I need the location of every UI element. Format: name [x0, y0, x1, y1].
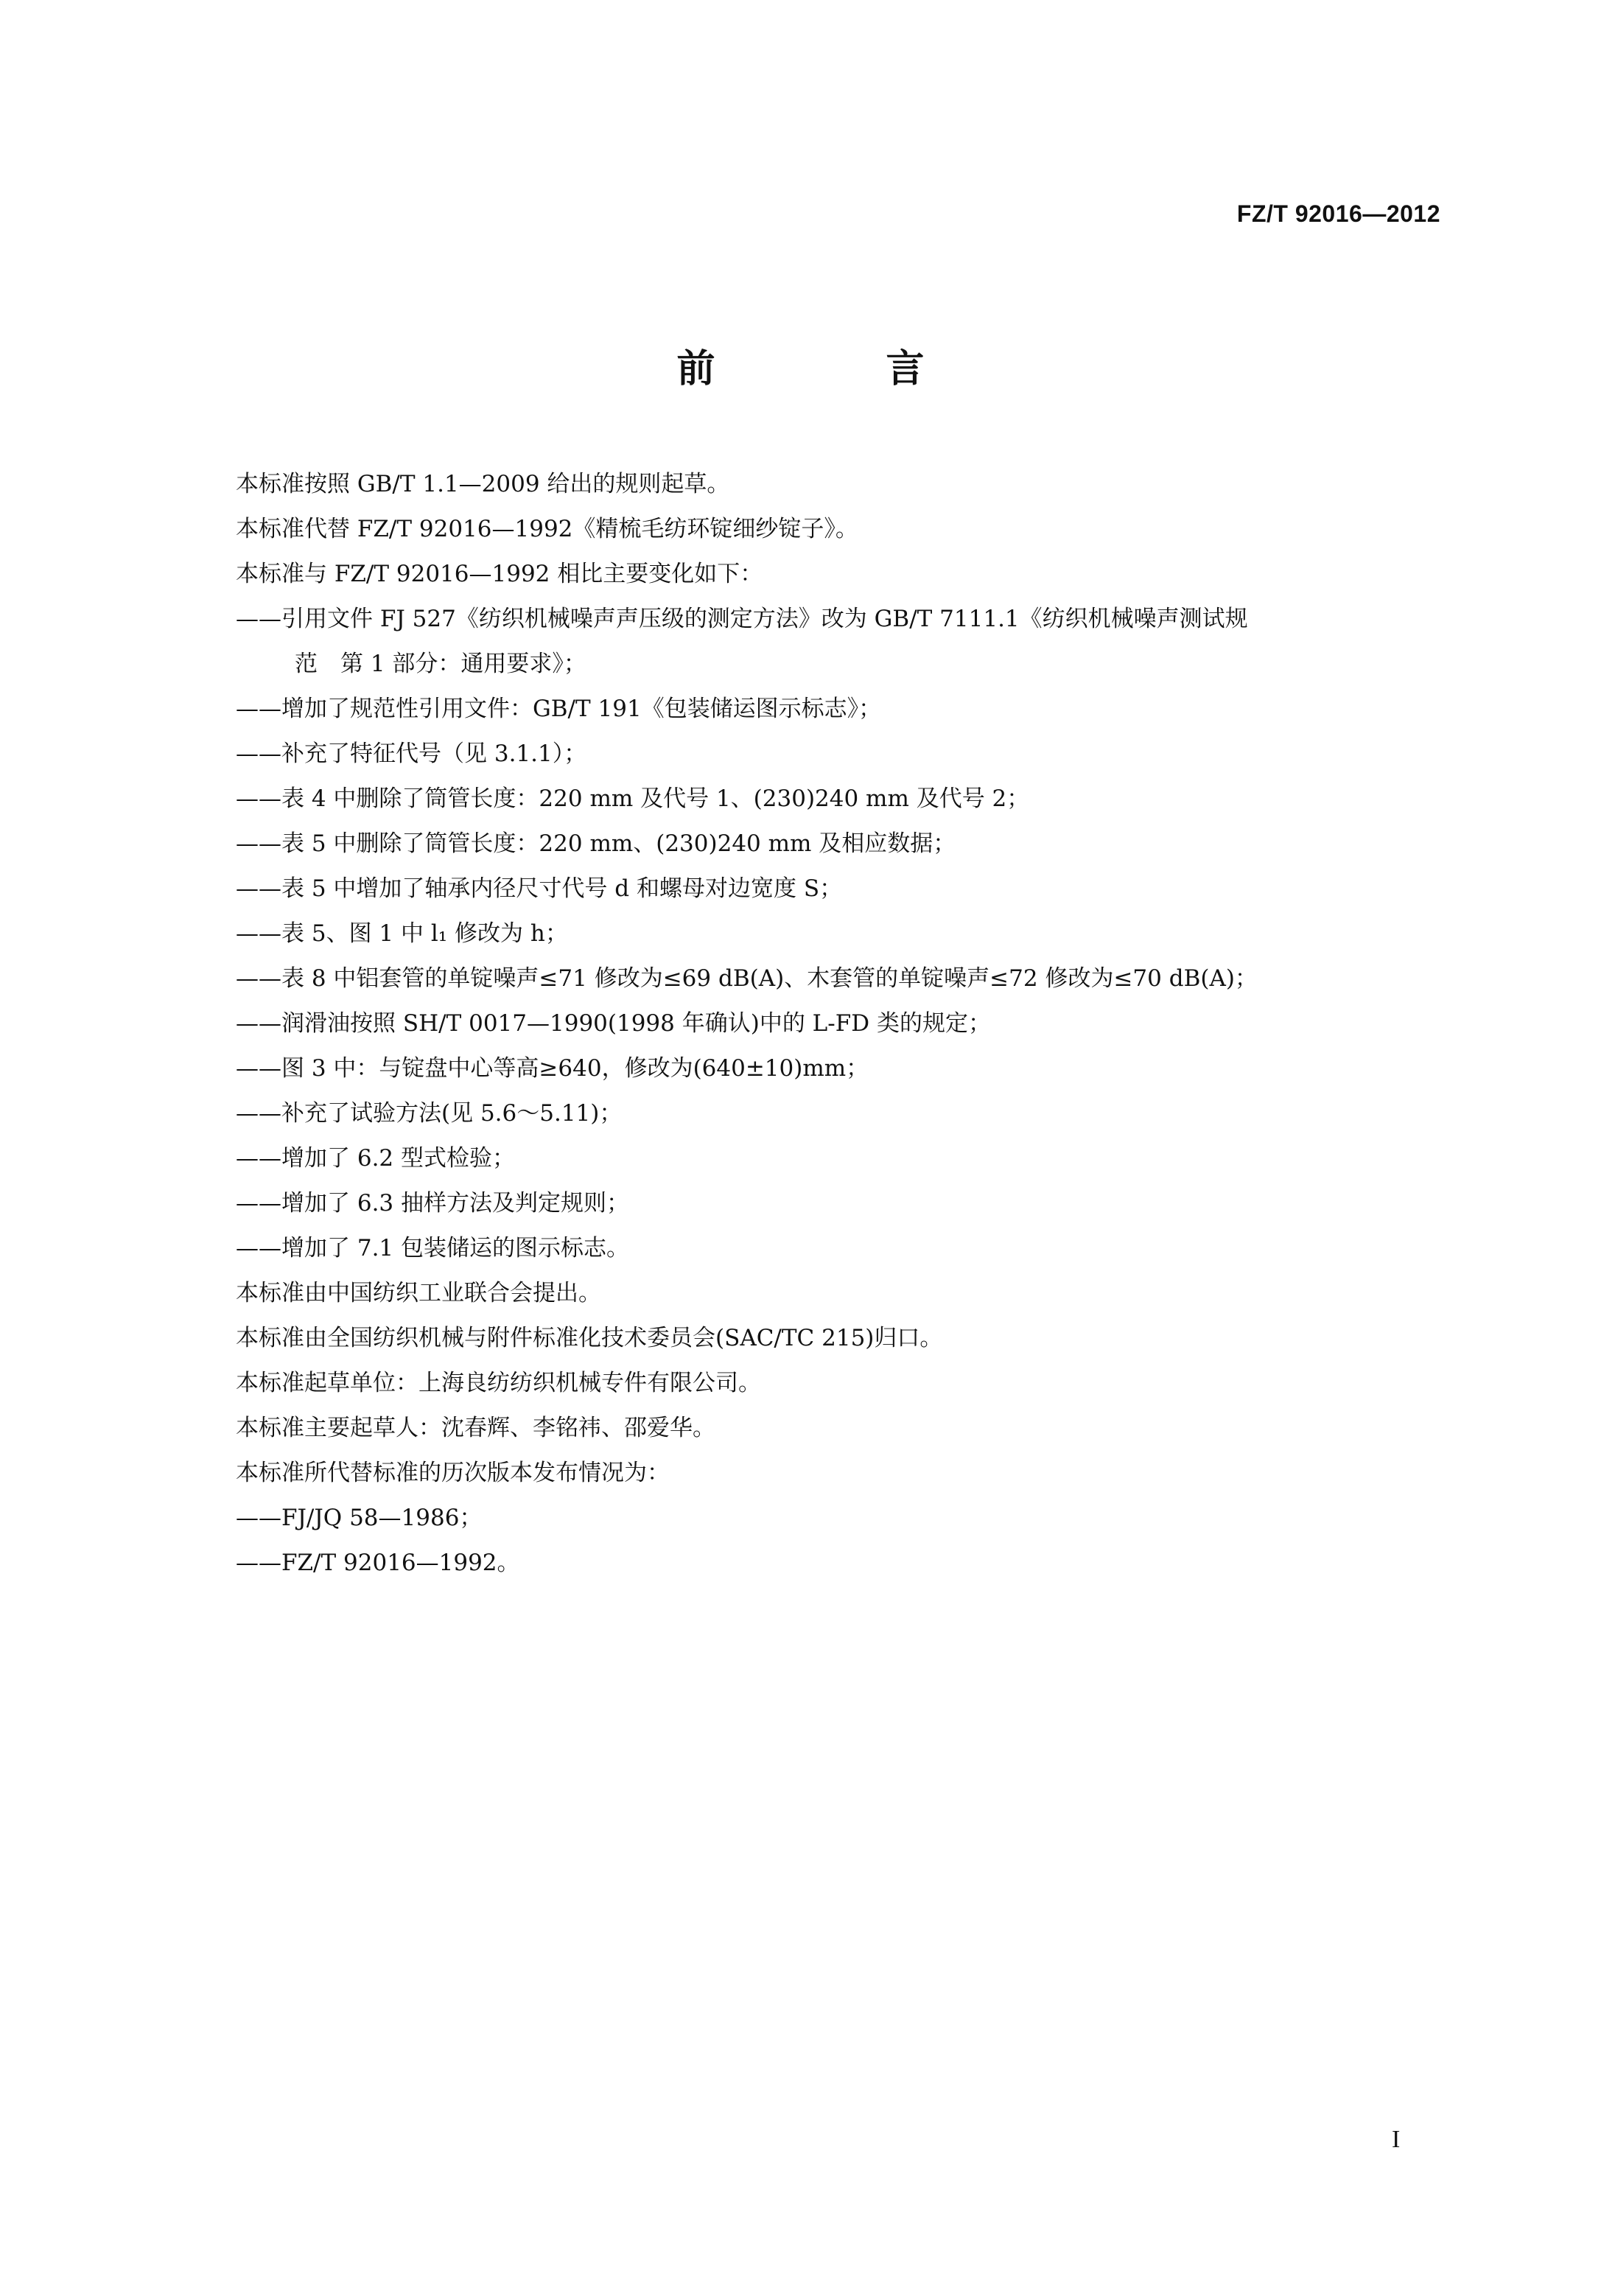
text-line: 本标准主要起草人：沈春辉、李铭祎、邵爱华。	[236, 1415, 715, 1441]
list-item: ——表 8 中铝套管的单锭噪声≤71 修改为≤69 dB(A)、木套管的单锭噪声≤72 修改为≤70 dB(A)；	[236, 965, 1258, 992]
text-line: 本标准起草单位：上海良纺纺织机械专件有限公司。	[236, 1370, 761, 1396]
list-item: ——图 3 中：与锭盘中心等高≥640，修改为(640±10)mm；	[236, 1055, 869, 1082]
list-item: ——表 5、图 1 中 l₁ 修改为 h；	[236, 920, 568, 947]
list-item: ——引用文件 FJ 527《纺织机械噪声声压级的测定方法》改为 GB/T 7111.1《纺织机械噪声测试规	[236, 606, 1248, 632]
list-item: ——增加了 6.2 型式检验；	[236, 1145, 516, 1172]
list-item: ——增加了 7.1 包装储运的图示标志。	[236, 1235, 630, 1261]
list-item: ——增加了规范性引用文件：GB/T 191《包装储运图示标志》；	[236, 696, 882, 722]
list-item: ——增加了 6.3 抽样方法及判定规则；	[236, 1190, 630, 1217]
list-item: ——FJ/JQ 58—1986；	[236, 1505, 483, 1531]
list-item: ——表 4 中删除了筒管长度：220 mm 及代号 1、(230)240 mm 及代号 2；	[236, 785, 1030, 812]
list-item: ——表 5 中删除了筒管长度：220 mm、(230)240 mm 及相应数据；	[236, 830, 956, 857]
list-item-continuation: 范 第 1 部分：通用要求》；	[295, 651, 586, 677]
text-line: 本标准代替 FZ/T 92016—1992《精梳毛纺环锭细纱锭子》。	[236, 516, 858, 542]
text-line: 本标准由全国纺织机械与附件标准化技术委员会(SAC/TC 215)归口。	[236, 1325, 943, 1351]
list-item: ——补充了特征代号（见 3.1.1）；	[236, 741, 587, 767]
text-line: 本标准按照 GB/T 1.1—2009 给出的规则起草。	[236, 471, 730, 497]
foreword-body	[236, 472, 1459, 1595]
page-number: I	[1392, 2126, 1401, 2153]
text-line: 本标准与 FZ/T 92016—1992 相比主要变化如下：	[236, 561, 763, 587]
text-line: 本标准由中国纺织工业联合会提出。	[236, 1280, 601, 1306]
list-item: ——补充了试验方法(见 5.6～5.11)；	[236, 1100, 623, 1127]
standard-code: FZ/T 92016—2012	[1236, 200, 1440, 227]
list-item: ——润滑油按照 SH/T 0017—1990(1998 年确认)中的 L-FD 类的规定；	[236, 1010, 991, 1037]
page-title: 前 言	[676, 347, 991, 391]
list-item: ——FZ/T 92016—1992。	[236, 1550, 520, 1576]
text-line: 本标准所代替标准的历次版本发布情况为：	[236, 1460, 670, 1486]
list-item: ——表 5 中增加了轴承内径尺寸代号 d 和螺母对边宽度 S；	[236, 875, 843, 902]
